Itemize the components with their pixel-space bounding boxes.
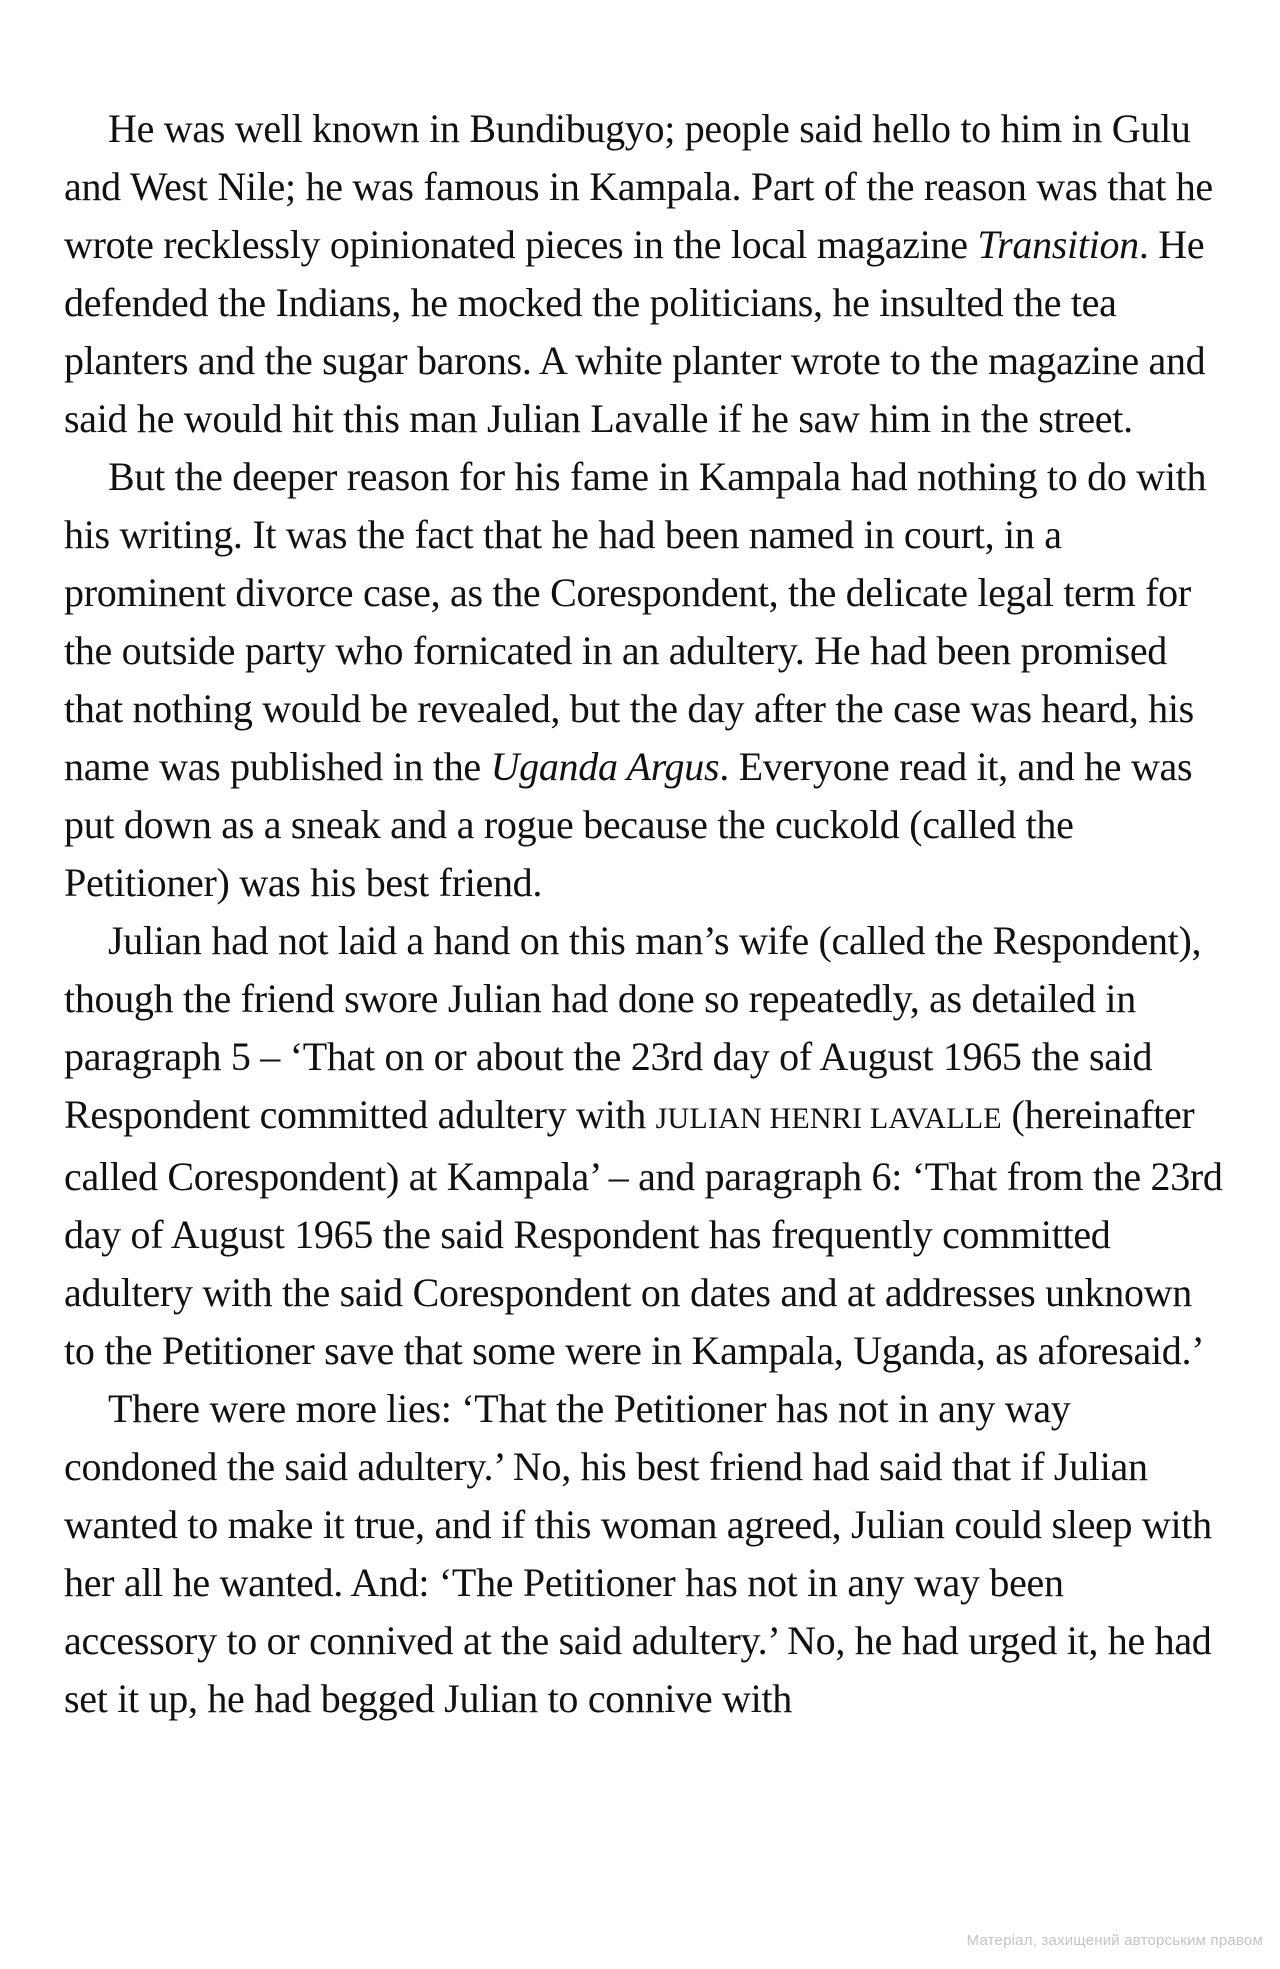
text-run: . He defended the Indians, he mocked the politicians, he insulted the tea planters and the sugar barons. A white planter wrote to the magazine and said he would hit this man Julian Lavalle if he saw him in the street. — [64, 222, 1206, 441]
paragraph-1 — [64, 100, 1224, 448]
text-run: . Everyone read it, and he was put down as a sneak and a rogue because the cuckold (called the Petitioner) was his best friend. — [64, 744, 1193, 905]
text-run: (hereinafter called Corespondent) at Kampala’ – and paragraph 6: ‘That from the 23rd day of August 1965 the said Respondent has frequently committed adultery with the said Corespondent on dates and at addresses unknown to the Petitioner save that some were in Kampala, Uganda, as aforesaid.’ — [64, 1092, 1223, 1373]
magazine-title: Transition — [977, 222, 1139, 267]
paragraph-3 — [64, 912, 1224, 1380]
name-smallcaps: JULIAN HENRI LAVALLE — [655, 1102, 1002, 1135]
copyright-watermark: Матеріал, захищений авторським правом — [966, 1932, 1263, 1949]
text-run: Julian had not laid a hand on this man’s wife (called the Respondent), though the friend swore Julian had done so repeatedly, as detailed in paragraph 5 – ‘That on or about the 23rd day of August 1965 the said Respondent committed adultery with — [64, 918, 1202, 1137]
newspaper-title: Uganda Argus — [490, 744, 720, 789]
text-run: But the deeper reason for his fame in Kampala had nothing to do with his writing. It was the fact that he had been named in court, in a prominent divorce case, as the Corespondent, the delicate legal term for the outside party who fornicated in an adultery. He had been promised that nothing would be revealed, but the day after the case was heard, his name was published in the — [64, 454, 1207, 789]
page-body — [64, 100, 1224, 1728]
text-run: There were more lies: ‘That the Petitioner has not in any way condoned the said adultery.’ No, his best friend had said that if Julian wanted to make it true, and if this woman agreed, Julian could sleep with her all he wanted. And: ‘The Petitioner has not in any way been accessory to or connived at the said adultery.’ No, he had urged it, he had set it up, he had begged Julian to connive with — [64, 1386, 1212, 1721]
text-run: He was well known in Bundibugyo; people said hello to him in Gulu and West Nile; he was famous in Kampala. Part of the reason was that he wrote recklessly opinionated pieces in the local magazine — [64, 106, 1213, 267]
paragraph-4 — [64, 1380, 1224, 1728]
paragraph-2 — [64, 448, 1224, 912]
